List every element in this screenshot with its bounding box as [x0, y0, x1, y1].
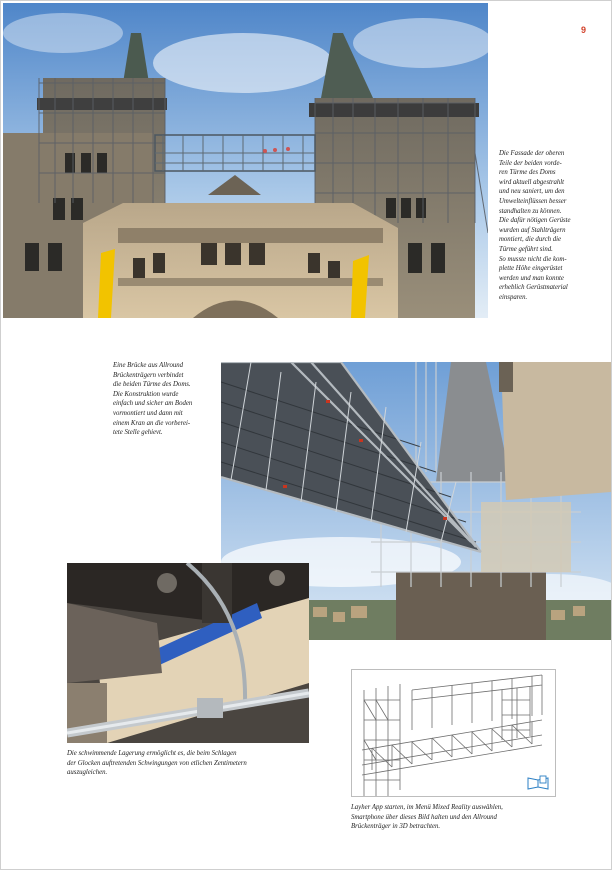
bridge-caption: Eine Brücke aus Allround Brückenträgern verbindet die beiden Türme des Doms. Die Konstruktion wurde einfach und sicher am Boden vormontiert und dann mit einem Kran an die vorberei- tete Stelle gehievt.	[113, 362, 193, 437]
facade-caption: Die Fassade der oberen Teile der beiden vorde- ren Türme des Doms wird aktuell abgestrahlt und neu saniert, um den Umwelteinflüssen besser standhalten zu können. Die dafür nötigen Gerüste wurden auf Stahlträgern montiert, die durch die Türme geführt sind. So musste nicht die kom- plette Höhe eingerüstet werden und man konnte erheblich Gerüstmaterial einsparen.	[499, 150, 571, 301]
book-ar-icon	[527, 775, 549, 790]
page-number: 9	[581, 25, 587, 35]
bearing-caption: Die schwimmende Lagerung ermöglicht es, die beim Schlagen der Glocken auftretenden Schwingungen von etlichen Zentimetern auszugleichen.	[67, 750, 247, 777]
floating-bearing-photo	[67, 563, 309, 743]
cathedral-towers-photo	[3, 3, 488, 318]
layher-app-caption: Layher App starten, im Menü Mixed Reality auswählen, Smartphone über dieses Bild halten und den Allround Brückenträger in 3D betrachten.	[351, 804, 503, 831]
bridge-girder-drawing	[351, 669, 556, 797]
